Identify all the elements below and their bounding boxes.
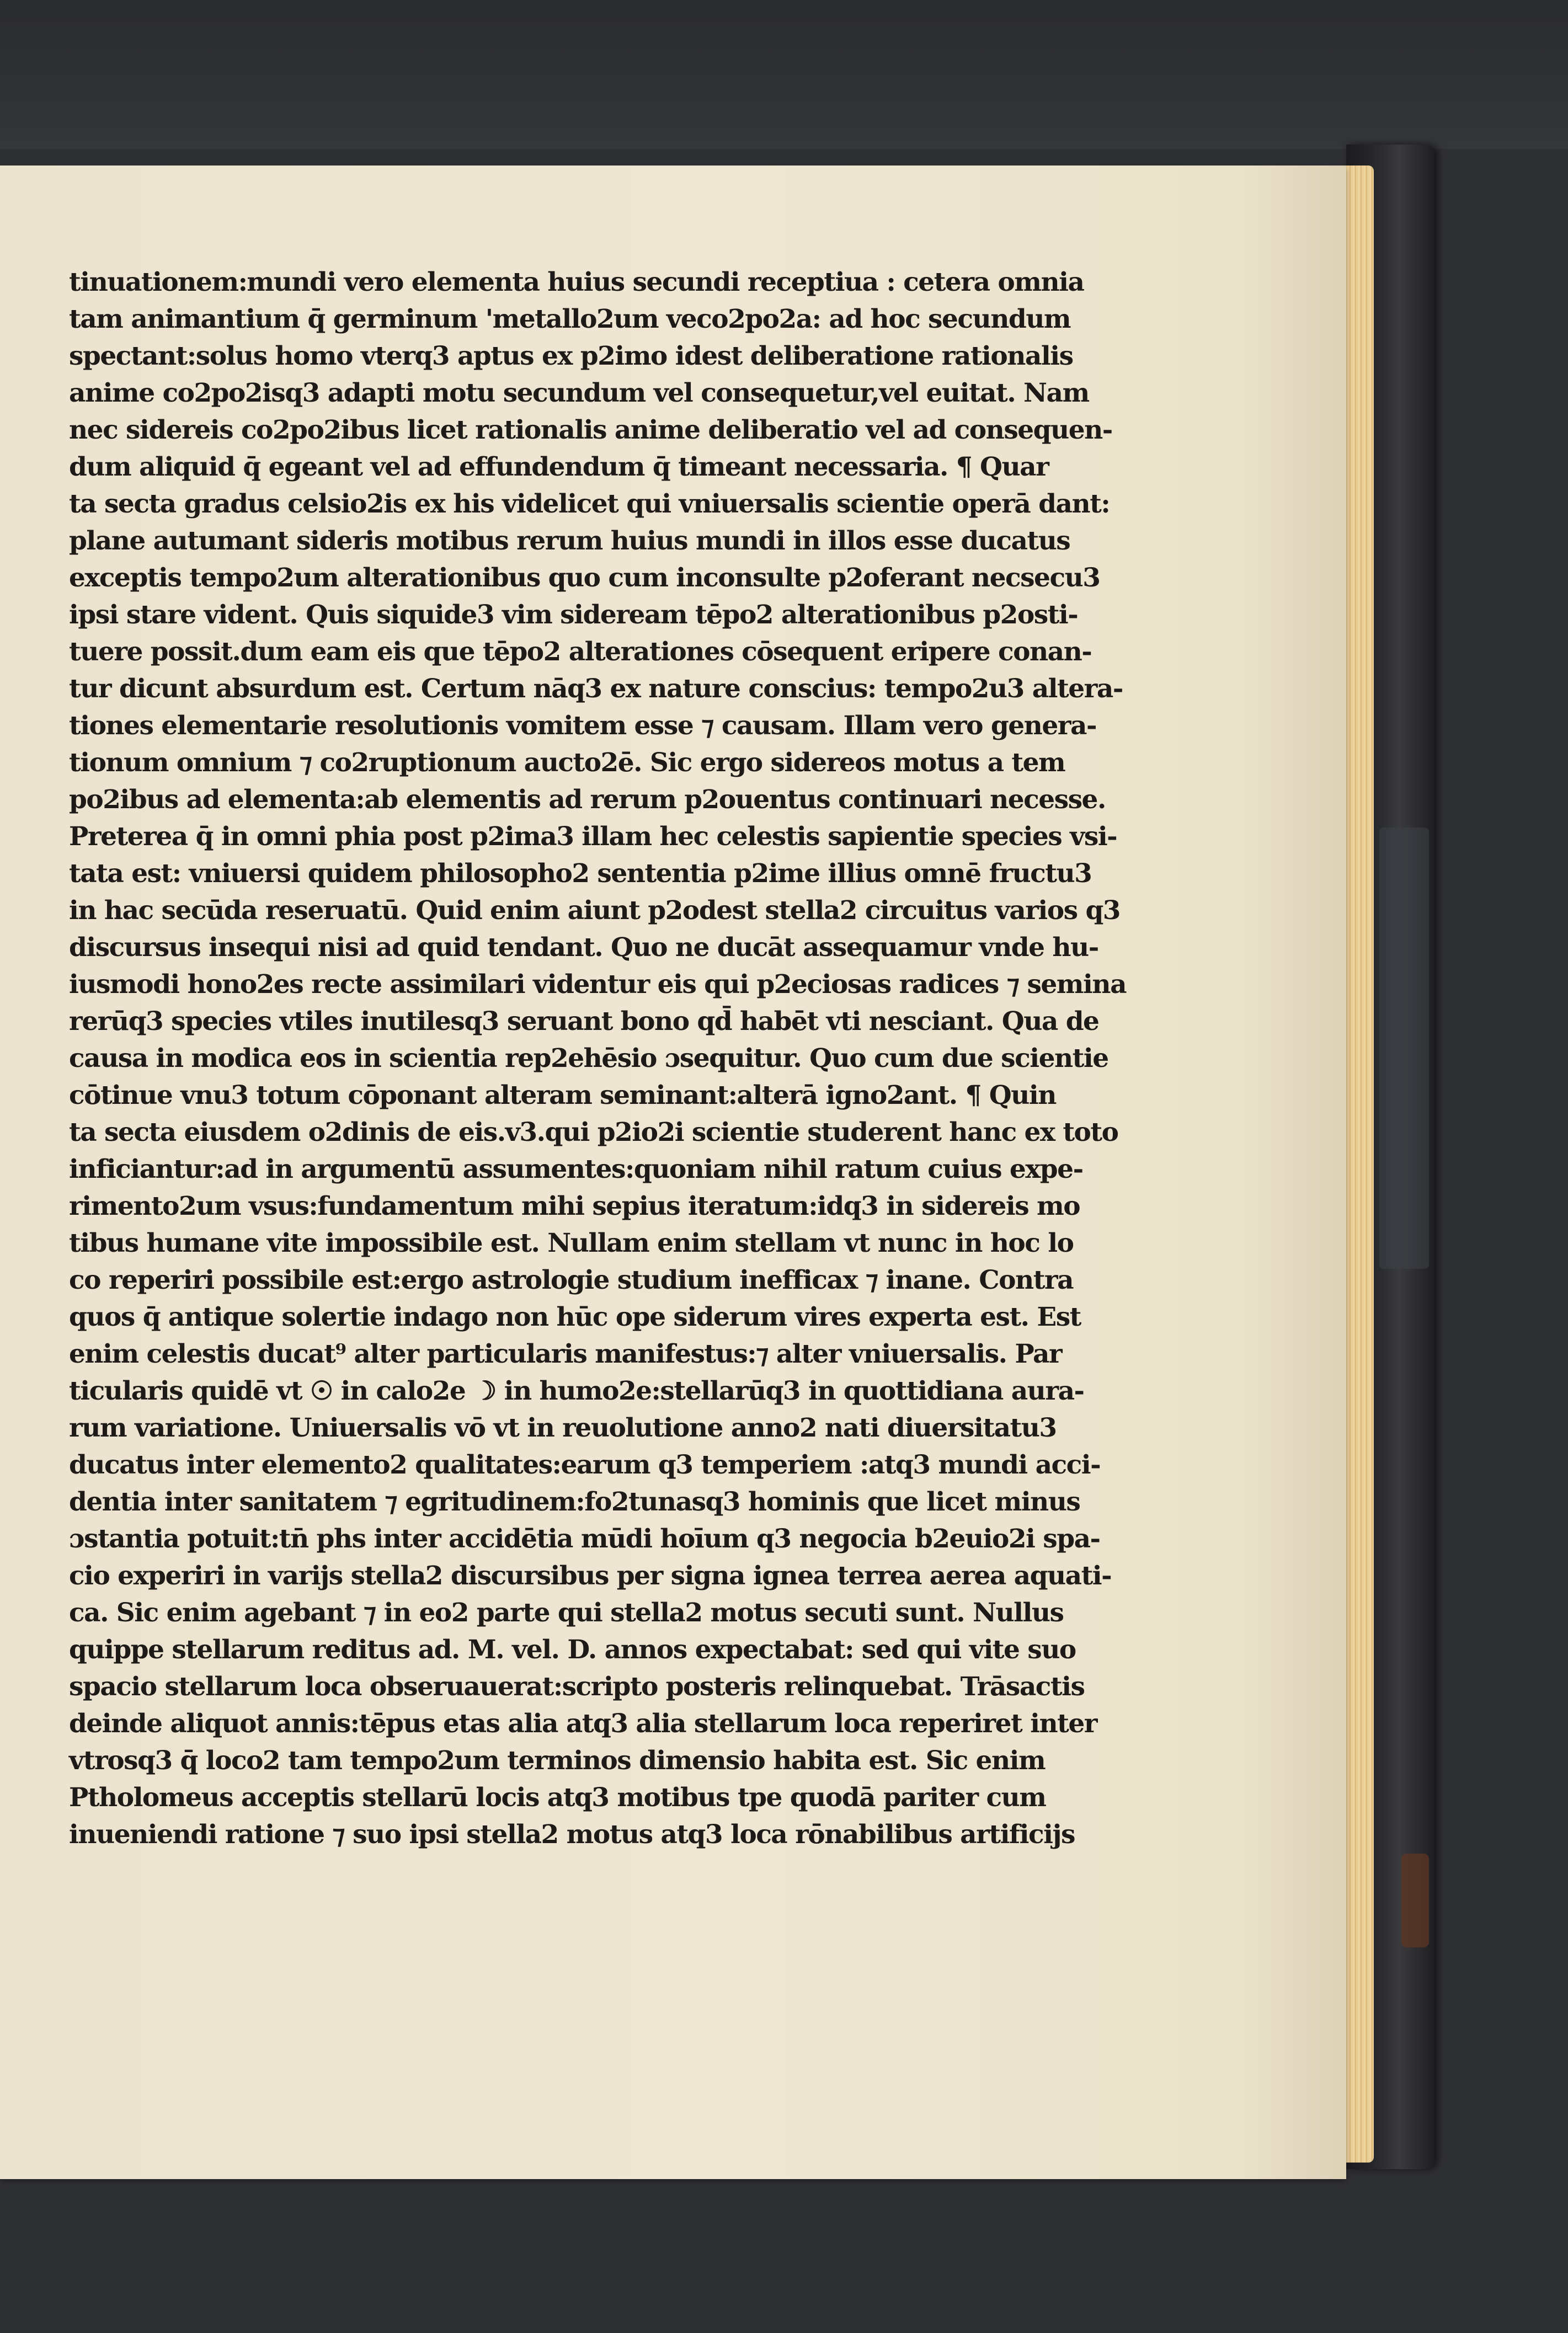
text-line: inficiantur:ad in argumentū assumentes:quoniam nihil ratum cuius expe- xyxy=(69,1154,1083,1184)
text-line: quos q̄ antique solertie indago non hūc ope siderum vires experta est. Est xyxy=(69,1302,1081,1332)
text-line: cio experiri in varijs stella2 discursibus per signa ignea terrea aerea aquati- xyxy=(69,1561,1112,1591)
text-line: nec sidereis co2po2ibus licet rationalis anime deliberatio vel ad consequen- xyxy=(69,415,1112,445)
text-line: spacio stellarum loca obseruauerat:scripto posteris relinquebat. Trāsactis xyxy=(69,1672,1085,1702)
text-line: inueniendi ratione ⁊ suo ipsi stella2 motus atq3 loca rōnabilibus artificijs xyxy=(69,1819,1075,1850)
text-line: ca. Sic enim agebant ⁊ in eo2 parte qui stella2 motus secuti sunt. Nullus xyxy=(69,1598,1064,1628)
text-line: Ptholomeus acceptis stellarū locis atq3 motibus tpe quodā pariter cum xyxy=(69,1782,1046,1813)
text-line: ɔstantia potuit:tn̄ phs inter accidētia mūdi hoīum q3 negocia b2euio2i spa- xyxy=(69,1524,1100,1554)
text-line: tam animantium q̄ germinum 'metallo2um veco2po2a: ad hoc secundum xyxy=(69,304,1071,334)
text-line: iusmodi hono2es recte assimilari videntur eis qui p2eciosas radices ⁊ semina xyxy=(69,969,1127,1000)
text-line: tur dicunt absurdum est. Certum nāq3 ex nature conscius: tempo2u3 altera- xyxy=(69,674,1123,704)
text-line: dum aliquid q̄ egeant vel ad effundendum q̄ timeant necessaria. ¶ Quar xyxy=(69,452,1049,482)
cover-worn-corner xyxy=(1401,1854,1429,1947)
text-line: vtrosq3 q̄ loco2 tam tempo2um terminos dimensio habita est. Sic enim xyxy=(69,1745,1046,1776)
text-line: in hac secūda reseruatū. Quid enim aiunt p2odest stella2 circuitus varios q3 xyxy=(69,895,1121,926)
text-line: anime co2po2isq3 adapti motu secundum vel consequetur,vel euitat. Nam xyxy=(69,378,1089,408)
text-line: ipsi stare vident. Quis siquide3 vim sideream tēpo2 alterationibus p2osti- xyxy=(69,600,1078,630)
text-line: tuere possit.dum eam eis que tēpo2 alterationes cōsequent eripere conan- xyxy=(69,637,1092,667)
text-line: Preterea q̄ in omni phia post p2ima3 illam hec celestis sapientie species vsi- xyxy=(69,821,1117,852)
text-line: spectant:solus homo vterq3 aptus ex p2imo idest deliberatione rationalis xyxy=(69,341,1073,371)
text-line: ta secta gradus celsio2is ex his videlicet qui vniuersalis scientie operā dant: xyxy=(69,489,1110,519)
text-line: exceptis tempo2um alterationibus quo cum inconsulte p2oferant necsecu3 xyxy=(69,563,1100,593)
cover-leather-patch xyxy=(1379,828,1429,1269)
text-line: plane autumant sideris motibus rerum huius mundi in illos esse ducatus xyxy=(69,526,1070,556)
text-line: dentia inter sanitatem ⁊ egritudinem:fo2tunasq3 hominis que licet minus xyxy=(69,1487,1080,1517)
text-line: ticularis quidē vt ☉ in calo2e ☽ in humo2e:stellarūq3 in quottidiana aura- xyxy=(69,1376,1084,1406)
text-line: ducatus inter elemento2 qualitates:earum q3 temperiem :atq3 mundi acci- xyxy=(69,1450,1101,1480)
text-block xyxy=(69,264,1128,1853)
text-line: ta secta eiusdem o2dinis de eis.v3.qui p2io2i scientie studerent hanc ex toto xyxy=(69,1117,1118,1147)
text-line: po2ibus ad elementa:ab elementis ad rerum p2ouentus continuari necesse. xyxy=(69,784,1106,815)
text-line: deinde aliquot annis:tēpus etas alia atq3 alia stellarum loca reperiret inter xyxy=(69,1709,1097,1739)
dark-backdrop xyxy=(0,0,1568,149)
text-line: cōtinue vnu3 totum cōponant alteram seminant:alterā igno2ant. ¶ Quin xyxy=(69,1080,1056,1111)
text-line: causa in modica eos in scientia rep2ehēsio ɔsequitur. Quo cum due scientie xyxy=(69,1043,1108,1074)
text-line: tionum omnium ⁊ co2ruptionum aucto2ē. Sic ergo sidereos motus a tem xyxy=(69,748,1065,778)
text-line: tibus humane vite impossibile est. Nullam enim stellam vt nunc in hoc lo xyxy=(69,1228,1074,1258)
text-line: rum variatione. Uniuersalis vō vt in reuolutione anno2 nati diuersitatu3 xyxy=(69,1413,1057,1443)
text-line: quippe stellarum reditus ad. M. vel. D. annos expectabat: sed qui vite suo xyxy=(69,1635,1076,1665)
text-line: rerūq3 species vtiles inutilesq3 seruant bono qd̄ habēt vti nesciant. Qua de xyxy=(69,1006,1099,1037)
text-line: rimento2um vsus:fundamentum mihi sepius iteratum:idq3 in sidereis mo xyxy=(69,1191,1080,1221)
text-line: discursus insequi nisi ad quid tendant. Quo ne ducāt assequamur vnde hu- xyxy=(69,932,1098,963)
text-line: tiones elementarie resolutionis vomitem esse ⁊ causam. Illam vero genera- xyxy=(69,711,1096,741)
text-line: enim celestis ducat⁹ alter particularis manifestus:⁊ alter vniuersalis. Par xyxy=(69,1339,1062,1369)
text-line: tata est: vniuersi quidem philosopho2 sententia p2ime illius omnē fructu3 xyxy=(69,858,1092,889)
text-line: tinuationem:mundi vero elementa huius secundi receptiua : cetera omnia xyxy=(69,267,1084,297)
text-line: co reperiri possibile est:ergo astrologie studium inefficax ⁊ inane. Contra xyxy=(69,1265,1074,1295)
